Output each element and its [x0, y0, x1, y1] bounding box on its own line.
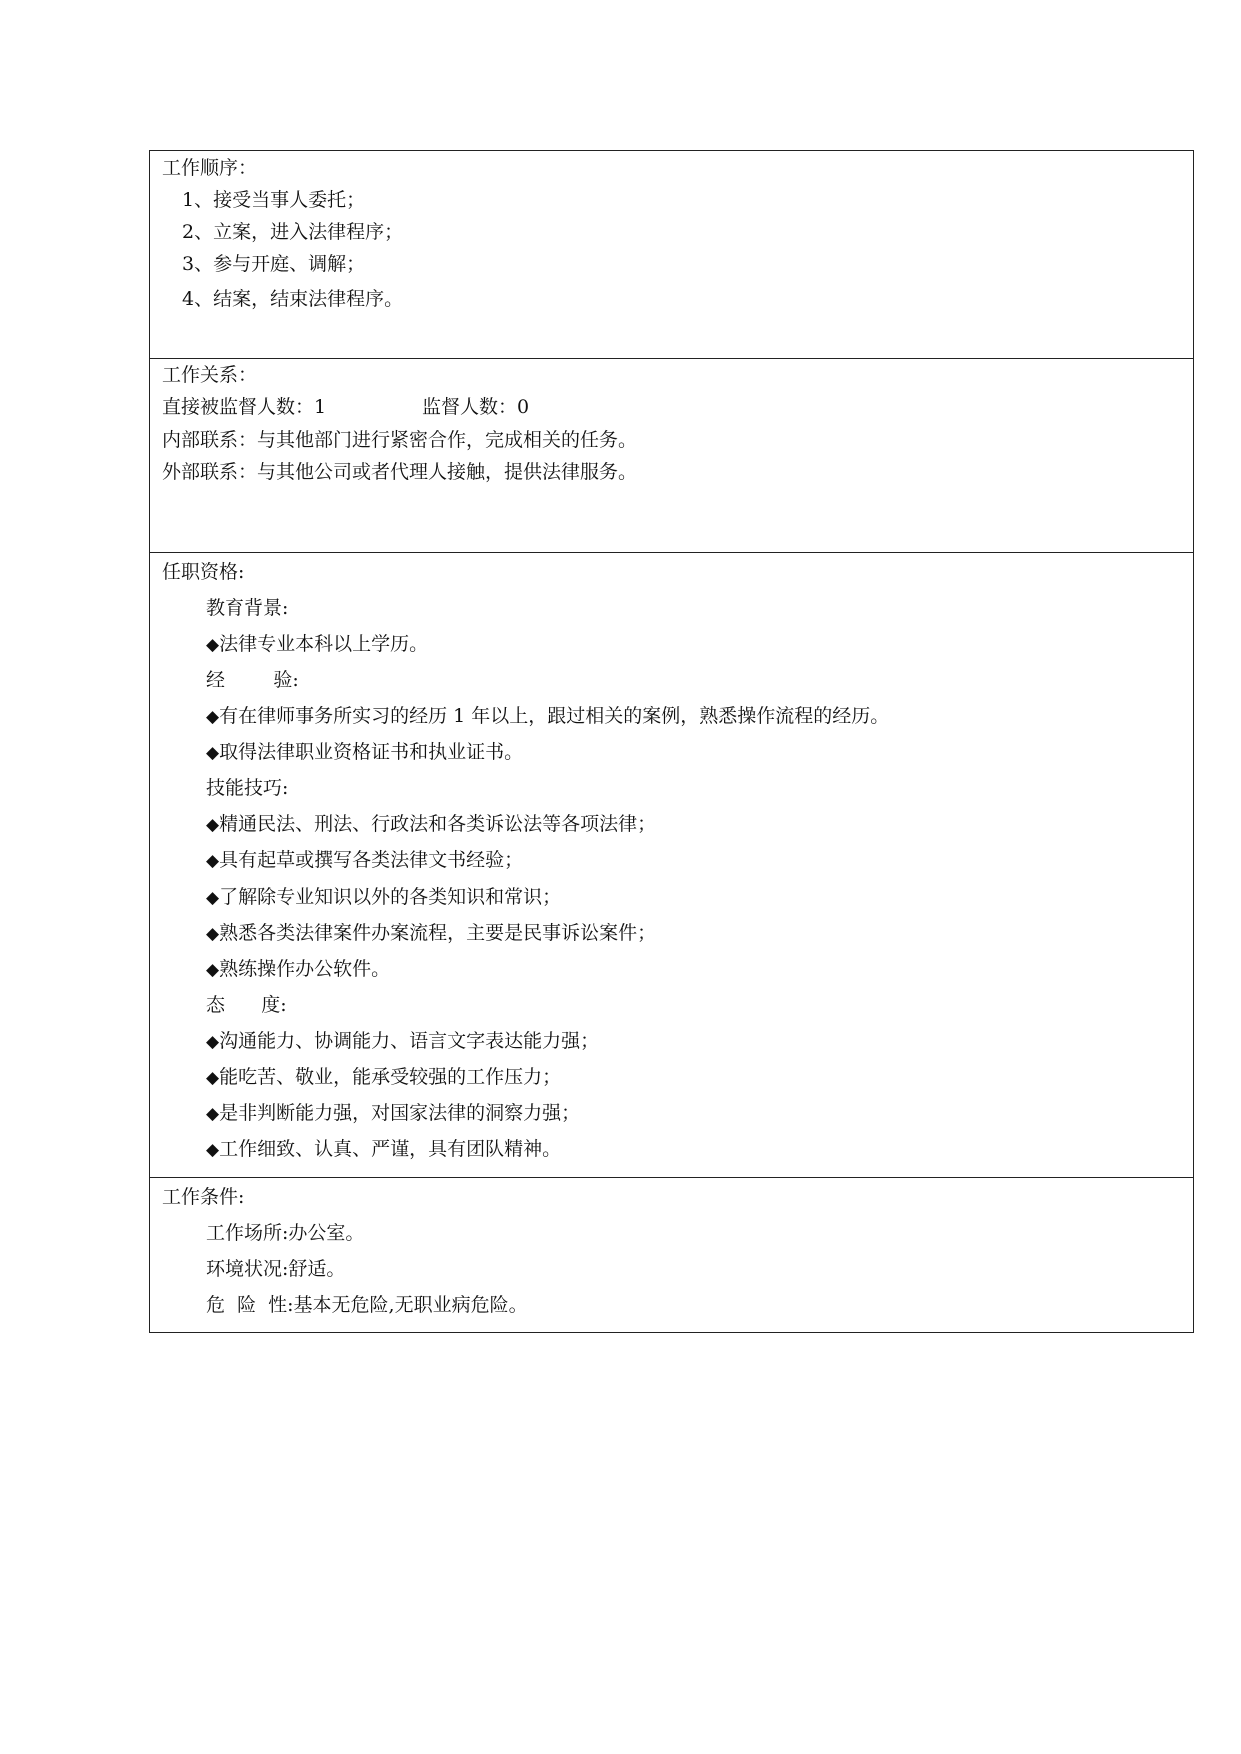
subsection-title: 态 度: — [206, 994, 287, 1016]
supervise-count: 监督人数：0 — [422, 396, 530, 418]
list-item: ◆有在律师事务所实习的经历 1 年以上，跟过相关的案例，熟悉操作流程的经历。 — [206, 705, 890, 727]
list-item: ◆精通民法、刑法、行政法和各类诉讼法等各项法律； — [206, 813, 657, 835]
list-item: ◆熟悉各类法律案件办案流程，主要是民事诉讼案件； — [206, 922, 657, 944]
environment: 环境状况:舒适。 — [206, 1258, 346, 1280]
work-conditions-section — [150, 1178, 1193, 1333]
list-item: ◆沟通能力、协调能力、语言文字表达能力强； — [206, 1030, 600, 1052]
diamond-bullet-icon: ◆ — [206, 851, 220, 871]
diamond-bullet-icon: ◆ — [206, 743, 220, 763]
diamond-bullet-icon: ◆ — [206, 1104, 220, 1124]
list-item: ◆是非判断能力强，对国家法律的洞察力强； — [206, 1102, 581, 1124]
subsection-title: 技能技巧: — [206, 777, 289, 799]
diamond-bullet-icon: ◆ — [206, 888, 220, 908]
list-item: 3、参与开庭、调解； — [182, 253, 366, 275]
list-item: ◆了解除专业知识以外的各类知识和常识； — [206, 886, 562, 908]
risk: 危 险 性:基本无危险,无职业病危险。 — [206, 1294, 528, 1316]
qualifications-section — [150, 553, 1193, 1178]
section-title: 工作关系： — [162, 364, 258, 386]
subsection-title: 经 验: — [206, 669, 299, 691]
subsection-title: 教育背景: — [206, 597, 289, 619]
list-item: ◆具有起草或撰写各类法律文书经验； — [206, 849, 524, 871]
diamond-bullet-icon: ◆ — [206, 1140, 220, 1160]
section-title: 工作顺序： — [162, 157, 258, 179]
list-item: 4、结案，结束法律程序。 — [182, 288, 404, 310]
section-title: 工作条件: — [162, 1186, 245, 1208]
list-item: ◆能吃苦、敬业，能承受较强的工作压力； — [206, 1066, 562, 1088]
diamond-bullet-icon: ◆ — [206, 707, 220, 727]
diamond-bullet-icon: ◆ — [206, 1032, 220, 1052]
work-order-section — [150, 151, 1193, 359]
work-relations-section — [150, 359, 1193, 553]
work-place: 工作场所:办公室。 — [206, 1222, 365, 1244]
diamond-bullet-icon: ◆ — [206, 924, 220, 944]
diamond-bullet-icon: ◆ — [206, 1068, 220, 1088]
supervised-count: 直接被监督人数：1 — [162, 396, 327, 418]
job-description-table — [149, 150, 1194, 1333]
list-item: 1、接受当事人委托； — [182, 189, 366, 211]
diamond-bullet-icon: ◆ — [206, 960, 220, 980]
list-item: ◆法律专业本科以上学历。 — [206, 633, 429, 655]
internal-contact: 内部联系：与其他部门进行紧密合作，完成相关的任务。 — [162, 429, 638, 451]
diamond-bullet-icon: ◆ — [206, 635, 220, 655]
list-item: ◆熟练操作办公软件。 — [206, 958, 391, 980]
external-contact: 外部联系：与其他公司或者代理人接触，提供法律服务。 — [162, 461, 638, 483]
section-title: 任职资格: — [162, 561, 245, 583]
diamond-bullet-icon: ◆ — [206, 815, 220, 835]
list-item: ◆取得法律职业资格证书和执业证书。 — [206, 741, 524, 763]
list-item: ◆工作细致、认真、严谨，具有团队精神。 — [206, 1138, 562, 1160]
list-item: 2、立案，进入法律程序； — [182, 221, 404, 243]
